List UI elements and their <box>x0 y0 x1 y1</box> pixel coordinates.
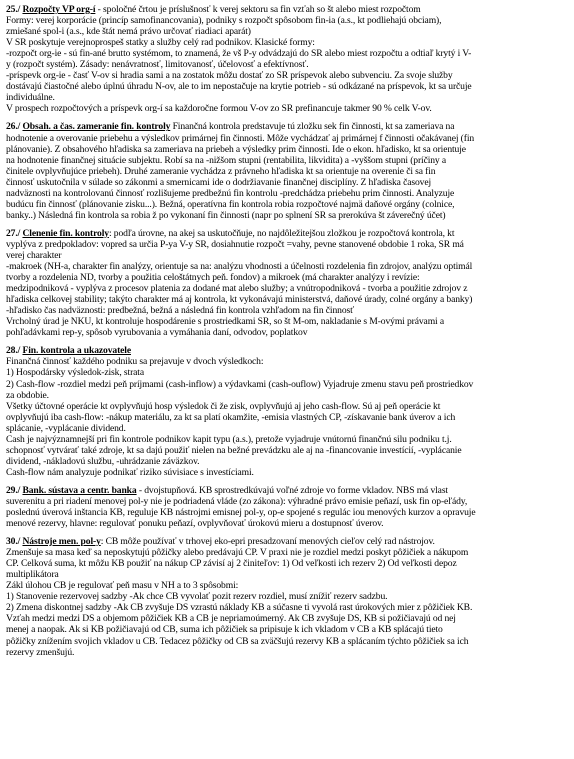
heading-text: Finančná kontrola predstavuje tú zložku sek fin činnosti, kt sa zameriava na <box>170 121 455 133</box>
section-27 <box>6 228 566 338</box>
text-line: individuálne. <box>6 92 55 104</box>
text-line: tvorby a rozdelenia ND, tvorby a použitia celoštátnych peň. fondov) a mikroek (má charakter analýzy i revízie: <box>6 272 420 284</box>
section-26 <box>6 121 566 220</box>
text-line: pohľadávkami rep-y, spôsob vyrubovania a vymáhania daní, odvodov, poplatkov <box>6 327 308 339</box>
text-line: 2) Cash-flow -rozdiel medzi peň príjmami (cash-inflow) a výdavkami (cash-ouflow) Vyjadruje zmenu stavu peň prostriedkov <box>6 378 474 390</box>
heading-text: : CB môže používať v trhovej eko-epri presadzovaní menových cieľov celý rad nástrojov. <box>100 536 435 548</box>
text-line: hľadiska celkovej stability; takýto charakter má aj kontrola, kt vykonávajú ministerstvá, daňové úrady, colné orgány a banky) <box>6 294 473 306</box>
text-line: rezervy zmenšujú. <box>6 646 75 658</box>
text-line: banky..) Následná fin kontrola sa robia ž po vykonaní fin činnosti (napr po splnení SR sa prerokúva št záverečný účet) <box>6 209 446 221</box>
section-title: Rozpočty VP org-í <box>22 4 96 15</box>
text-line: -príspevk org-ie - časť V-ov si hradia sami a na zostatok môžu dostať zo SR príspevok alebo subvenciu. Za svoje služby <box>6 70 453 82</box>
text-line: poslednú úverová inštancia KB, reguluje KB nástrojmi emisnej pol-y, op-e spojené s regulác iou menových kurzov a opravuje <box>6 507 476 519</box>
section-title: Clenenie fin. kontroly <box>22 227 109 239</box>
section-number: 26./ <box>6 121 23 133</box>
section-25 <box>6 4 566 114</box>
text-line: Vrcholný úrad je NKU, kt kontroluje hospodárenie s prostriedkami SR, so št M-om, nakladanie s M-ovými právami a <box>6 316 444 328</box>
section-title: Nástroje men. pol-y <box>22 536 101 548</box>
text-line: multiplikátora <box>6 569 59 581</box>
text-line: suverenitu a pri riadení menovej pol-y nie je podriadená vláde (zo zákona): výhradné právo emisie peňazí, usk fin op-eľády, <box>6 495 468 507</box>
text-line: zmiešané spol-i (a.s., kde štát nemá právo určovať riadiaci aparát) <box>6 26 251 38</box>
text-line: 1) Hospodársky výsledok-zisk, strata <box>6 367 144 379</box>
document-page <box>6 4 566 665</box>
section-28 <box>6 345 566 478</box>
text-line: Zákl úlohou CB je regulovať peň masu v NH a to 3 spôsobmi: <box>6 580 239 592</box>
text-line: pôžičky znížením svojich vkladov u CB. Tedacez pôžičky od CB sa zväčšujú rezervy KB a splácaním týchto pôžičiek sa ich <box>6 635 469 647</box>
text-line: menové rezervy, hlavne: regulovať ponuku peňazí, ovplyvňovať úrokovú mieru a dostupnosť úverov. <box>6 518 384 530</box>
text-line: -makroek (NH-a, charakter fin analýzy, orientuje sa na: analýzu vhodnosti a účelnosti rozdelenia fin zdrojov, analýzu optimál <box>6 261 473 273</box>
text-line: Formy: verej korporácie (princíp samofinancovania), podniky s rozpočt spôsobom fin-ia (a.s., kt podliehajú obciam), <box>6 15 442 27</box>
text-line: 1) Stanovenie rezervovej sadzby -Ak chce CB vyvolať pozit rezerv rozdiel, musí znížiť rezerv sadzbu. <box>6 591 388 603</box>
text-line: činnosť uskutočnila v súlade so zákonmi a smernicami ide o dodržiavanie finančnej disciplíny. Z hľadiska časovej <box>6 176 431 188</box>
section-heading <box>6 228 566 239</box>
text-line: za obdobie. <box>6 389 49 401</box>
text-line: na hodnotenie finančnej situácie subjektu. Robí sa na -nižšom stupni (rentabilita, likvidita) a -vyššom stupni (príčiny a <box>6 154 447 166</box>
text-line: vyplýva z predpokladov: vopred sa určia P-ya V-y SR, dosiahnutie rozpočt =vahy, pevne stanovené obdobie 1 roka, SR má <box>6 238 464 250</box>
text-line: Zmenšuje sa masa keď sa neposkytujú pôžičky alebo predávajú CP. V praxi nie je rozdiel medzi poskyt pôžičiek a nákupom <box>6 547 469 559</box>
section-number: 29./ <box>6 484 23 496</box>
text-line: menej a naopak. Ak si KB požičiavajú od CB, suma ich pôžičiek sa pripisuje k ich vkladom v CB a KB splácajú tieto <box>6 624 443 636</box>
section-heading <box>6 4 566 15</box>
heading-text: - spoločné črtou je príslušnosť k verej sektoru sa fin vzťah so št alebo miest rozpočtom <box>95 4 421 15</box>
section-title: Obsah. a čas. zameranie fin. kontroly <box>22 121 171 133</box>
section-29 <box>6 485 566 529</box>
text-line: dividend, -nákladovú službu, -uhrádzanie záväzkov. <box>6 455 200 467</box>
text-line: činitele ovplyvňujúce priebeh). Druhé zameranie vychádza z právneho hľadiska kt sa orientuje na overenie či sa fin <box>6 165 436 177</box>
text-line: nadväznosti na kontrolovanú činnosť rozlišujeme predbežnú fin kontrolu -predchádza priebehu prim činnosti. Analyzuje <box>6 187 455 199</box>
section-title: Bank. sústava a centr. banka <box>22 484 137 496</box>
text-line: y (rozpočt systém). Zásady: nenávratnosť, limitovanosť, účelovosť a efektívnosť. <box>6 59 309 71</box>
text-line: V prospech rozpočtových a príspevk org-í sa každoročne formou V-ov zo SR prefinancuje takmer 90 % celk V-ov. <box>6 103 432 115</box>
heading-text: - dvojstupňová. KB sprostredkúvajú voľné zdroje vo forme vkladov. NBS má vlast <box>136 484 448 496</box>
section-heading <box>6 121 566 132</box>
section-number: 28./ <box>6 345 23 357</box>
text-line: Finančná činnosť každého podniku sa prejavuje v dvoch výsledkoch: <box>6 356 264 368</box>
text-line: dostávajú čiastočné alebo úplnú úhradu N-ov, ale to im nepostačuje na krytie potrieb - sú odkázané na príspevok, kt sa určuje <box>6 81 472 93</box>
text-line: verej charakter <box>6 249 62 261</box>
section-heading <box>6 536 566 547</box>
heading-text: : podľa úrovne, na akej sa uskutočňuje, no najdôležitejšou zložkou je rozpočtová kontrola, kt <box>108 227 455 239</box>
text-line: Cash-flow nám analyzuje podnikať riziko súvisiace s investíciami. <box>6 466 254 478</box>
section-number: 27./ <box>6 227 23 239</box>
text-line: 2) Zmena diskontnej sadzby -Ak CB zvyšuje DS vzrastú náklady KB a súčasne ti vyvolá rast úrokových mier z pôžičiek KB. <box>6 602 473 614</box>
text-line: V SR poskytuje verejnoprospeš statky a služby celý rad podnikov. Klasické formy: <box>6 37 315 49</box>
text-line: schopnosť vytvárať také zdroje, kt sa dajú použiť nielen na bežné prevádzku ale aj na -financovanie investícií, -vyplácanie <box>6 444 462 456</box>
text-line: medzipodniková - vyplýva z procesov platenia za dodané mat alebo služby; a vnútropodniková - tvorba a použitie zdrojov z <box>6 283 468 295</box>
text-line: ovplyvňujú iba cash-flow: -nákup materiálu, za kt sa platí okamžite, -emisia vlastných CP, -získavanie bank úverov a ich <box>6 411 456 423</box>
section-heading <box>6 485 566 496</box>
section-number: 30./ <box>6 536 23 548</box>
text-line: hodnotenie a overovanie priebehu a výsledkov primárnej fin činnosti. Môže vychádzať aj primárnej f činnosti očakávanej (fin <box>6 132 475 144</box>
section-heading <box>6 345 566 356</box>
text-line: Vzťah medzi medzi DS a objemom pôžičiek KB a CB je nepriamoúmerný. Ak CB zvyšuje DS, KB si požičiavajú od nej <box>6 613 456 625</box>
section-title: Fin. kontrola a ukazovatele <box>22 345 131 357</box>
text-line: budúcu fin činnosť (plánovanie zisku...). Bežná, operatívna fin kontrola robia rozpočtové najmä daňové orgány (colnice, <box>6 198 455 210</box>
section-30 <box>6 536 566 658</box>
text-line: Cash je najvýznamnejší pri fin kontrole podnikov kapit typu (a.s.), pretože vyjadruje vnútornú finančnú silu podniku t.j. <box>6 433 452 445</box>
section-number: 25./ <box>6 4 23 15</box>
text-line: -hľadisko čas nadväznosti: predbežná, bežná a následná fin kontrola vzhľadom na fin činnosť <box>6 305 355 317</box>
text-line: splácanie, -vyplácanie dividend. <box>6 422 126 434</box>
text-line: -rozpočt org-ie - sú fin-ané brutto systémom, to znamená, že vš P-y odvádzajú do SR alebo miest rozpočtu a odtiaľ krytý i V- <box>6 48 472 60</box>
text-line: plánovanie). Z obsahového hľadiska sa zameriava na priebeh a výsledky prim činnosti. Ide o ekon. hľadisko, kt sa orientuje <box>6 143 466 155</box>
text-line: Všetky účtovné operácie kt ovplyvňujú hosp výsledok či že zisk, ovplyvňujú aj jeho cash-flow. Sú aj peň operácie kt <box>6 400 441 412</box>
text-line: CP. Celková suma, kt môžu KB použiť na nákup CP závisí aj 2 činiteľov: 1) Od veľkosti ich rezerv 2) Od veľkosti depoz <box>6 558 457 570</box>
